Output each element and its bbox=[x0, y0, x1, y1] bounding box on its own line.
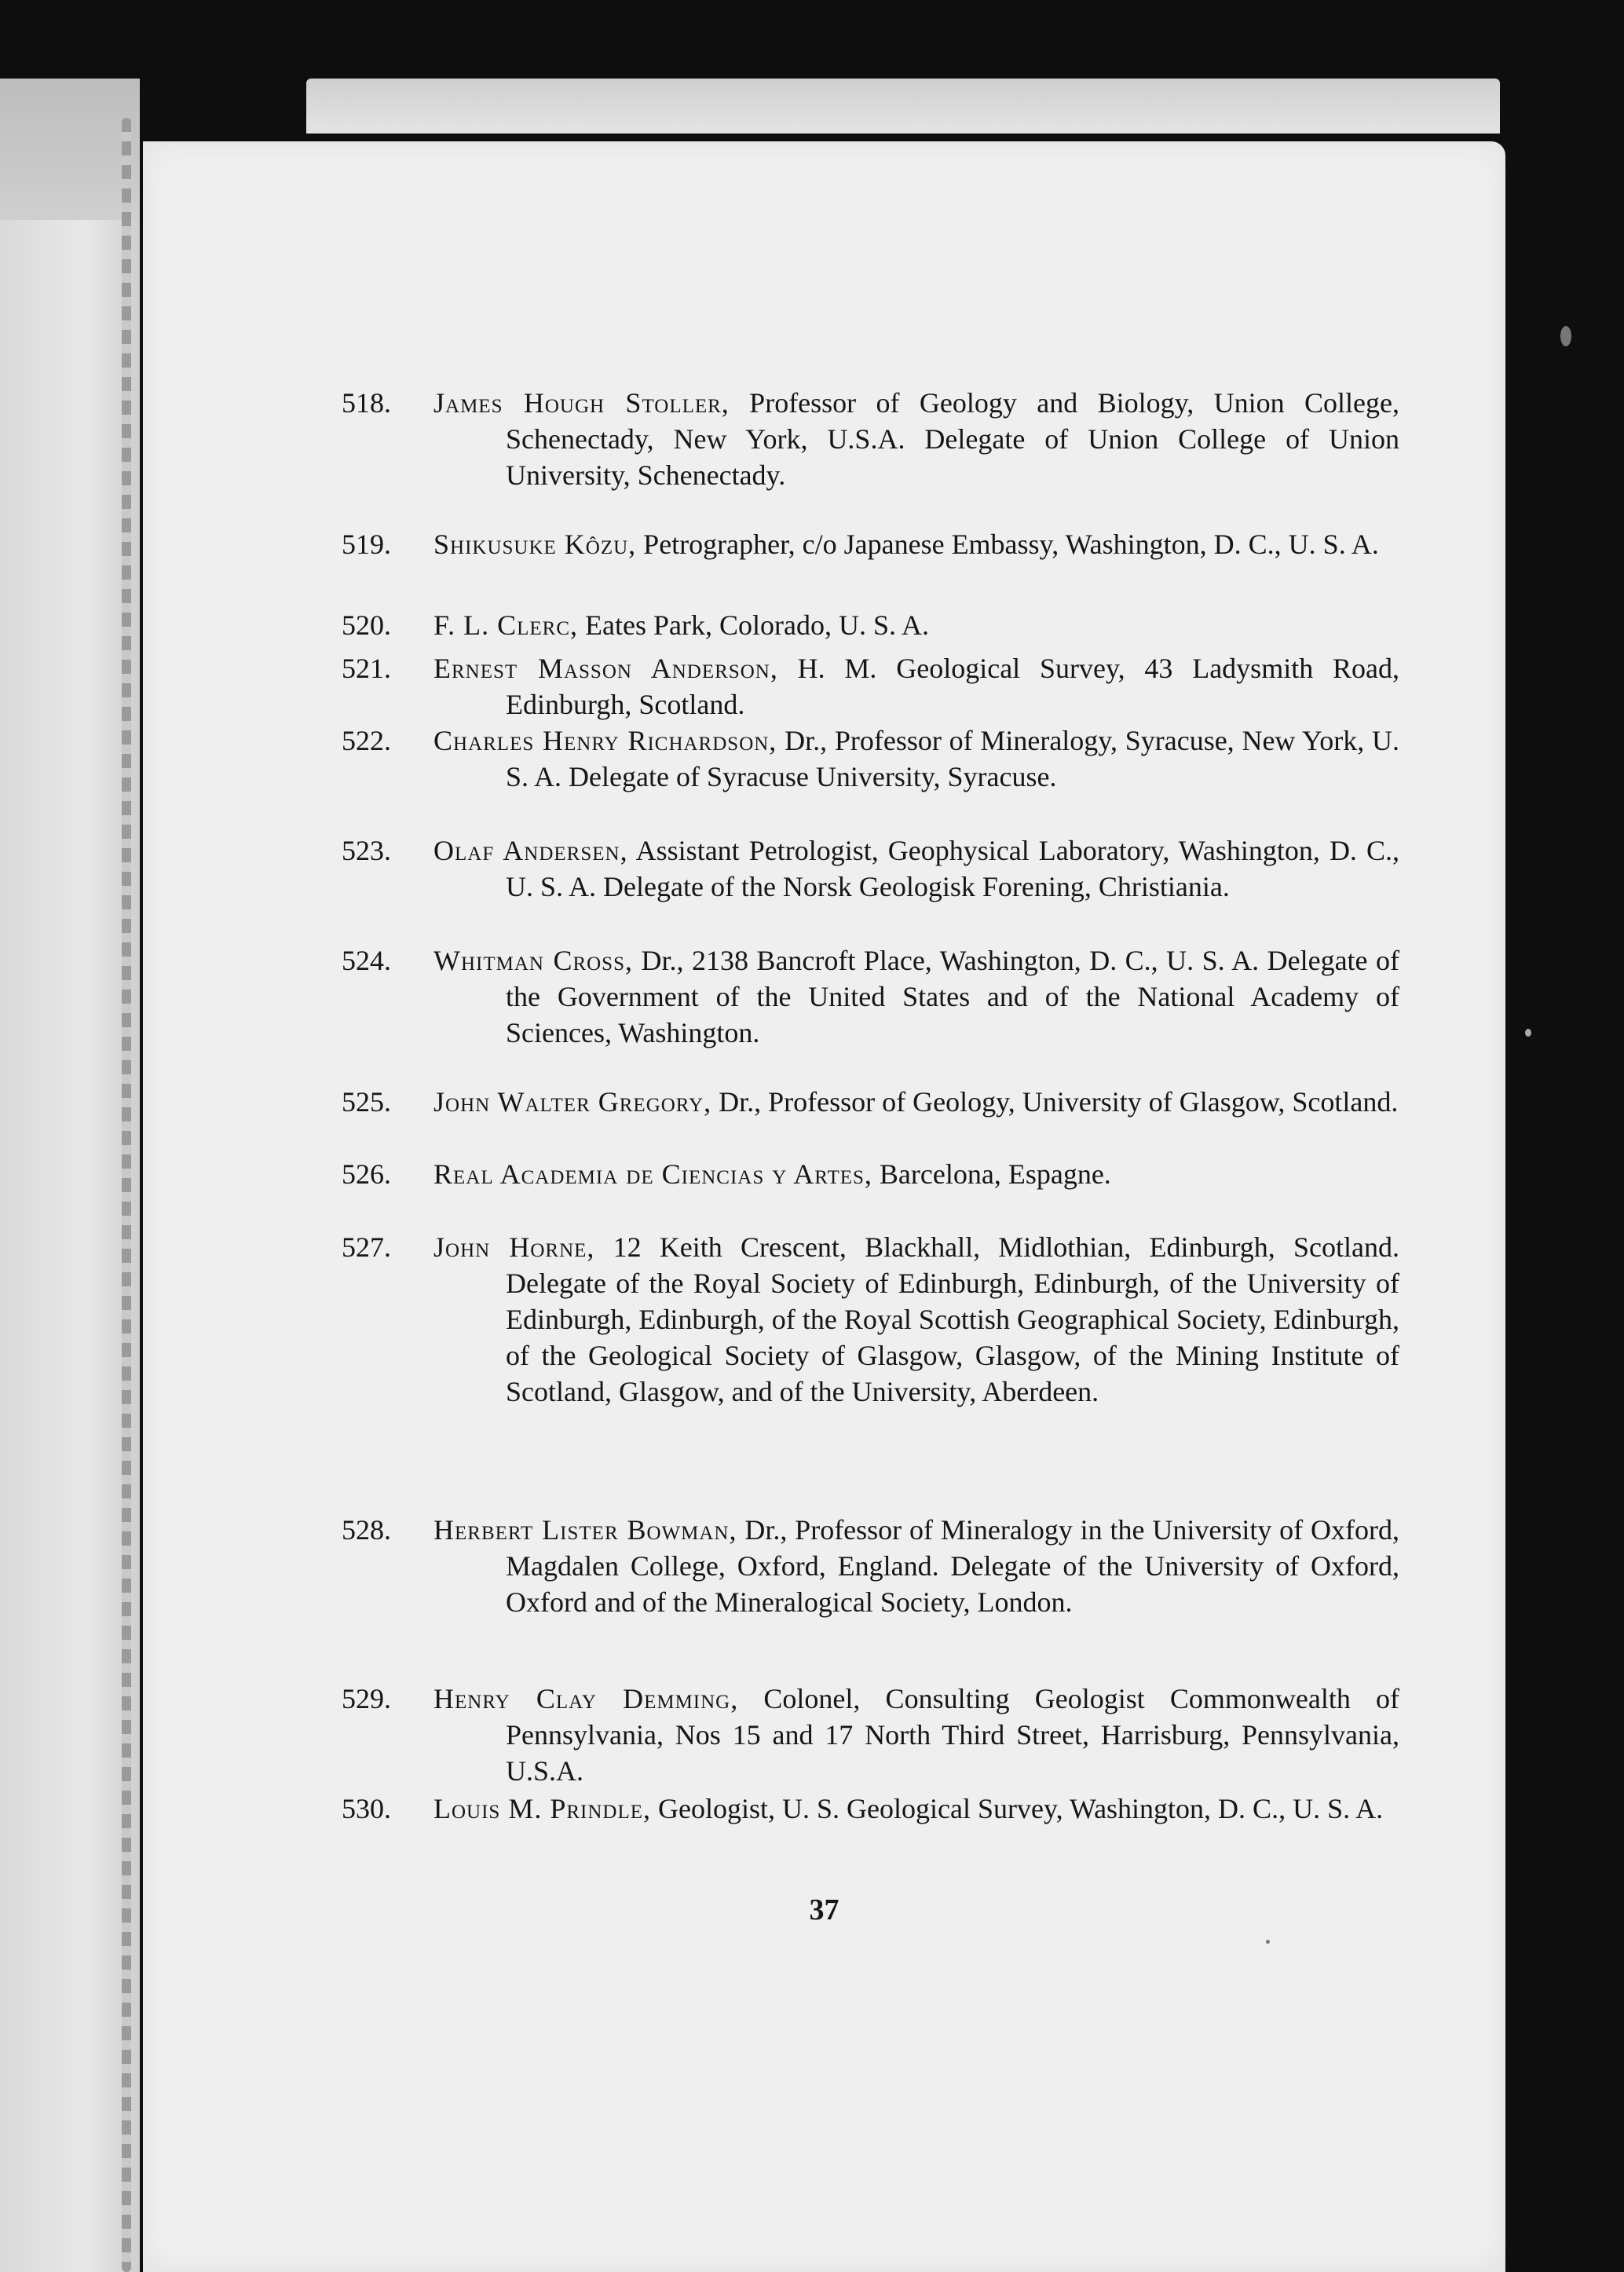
book-page bbox=[143, 141, 1505, 2272]
entry-text bbox=[433, 1681, 1399, 1789]
entry-name: James Hough Stoller, bbox=[433, 387, 730, 419]
entry-details: Dr., 2138 Bancroft Place, Washington, D. C., U. S. A. Delegate of the Government of the United States and of the National Academy of Sciences, Washington. bbox=[506, 945, 1400, 1048]
entry-number: 528. bbox=[342, 1514, 391, 1546]
previous-page-top-edge bbox=[0, 79, 140, 220]
paper-speck bbox=[1525, 1029, 1531, 1037]
entry-text bbox=[433, 526, 1399, 562]
entry-details: Geologist, U. S. Geological Survey, Washington, D. C., U. S. A. bbox=[651, 1793, 1384, 1824]
entry-details: Barcelona, Espagne. bbox=[872, 1158, 1111, 1190]
entry-name: Henry Clay Demming, bbox=[433, 1683, 739, 1714]
entry-name: F. L. Clerc, bbox=[433, 609, 579, 641]
entry-name: Charles Henry Richardson, bbox=[433, 725, 777, 756]
entry-details: Assistant Petrologist, Geophysical Laboratory, Washington, D. C., U. S. A. Delegate of the Norsk Geologisk Forening, Christiania. bbox=[506, 835, 1400, 902]
underlying-page-edges bbox=[306, 79, 1500, 134]
entry-details: Colonel, Consulting Geologist Commonwealth of Pennsylvania, Nos 15 and 17 North Third Street, Harrisburg, Pennsylvania, U.S.A. bbox=[506, 1683, 1399, 1787]
entry-name: Louis M. Prindle, bbox=[433, 1793, 652, 1824]
entry-text bbox=[433, 1084, 1399, 1120]
entry-text bbox=[433, 832, 1399, 905]
entry-text bbox=[433, 942, 1399, 1051]
page-number: 37 bbox=[809, 1893, 839, 1926]
entry-number: 526. bbox=[342, 1158, 391, 1190]
entry-number: 527. bbox=[342, 1231, 391, 1263]
entry-details: Petrographer, c/o Japanese Embassy, Washington, D. C., U. S. A. bbox=[636, 529, 1379, 560]
entry-details: 12 Keith Crescent, Blackhall, Midlothian, Edinburgh, Scotland. Delegate of the Royal Society of Edinburgh, Edinburgh, of the University of Edinburgh, Edinburgh, of the Royal Scottish Geographical Society, Edinburgh, of the Geological Society of Glasgow, Glasgow, of the Mining Institute of Scotland, Glasgow, and of the University, Aberdeen. bbox=[506, 1231, 1399, 1407]
entry-text bbox=[433, 385, 1399, 493]
entry-number: 521. bbox=[342, 653, 391, 684]
entry-name: John Walter Gregory, bbox=[433, 1086, 712, 1118]
entry-details: Dr., Professor of Geology, University of Glasgow, Scotland. bbox=[711, 1086, 1399, 1118]
entry-text bbox=[433, 650, 1399, 723]
entry-number: 520. bbox=[342, 609, 391, 641]
entry-name: Herbert Lister Bowman, bbox=[433, 1514, 737, 1546]
paper-speck bbox=[1560, 326, 1571, 346]
entry-details: H. M. Geological Survey, 43 Ladysmith Road, Edinburgh, Scotland. bbox=[506, 653, 1399, 720]
entry-number: 525. bbox=[342, 1086, 391, 1118]
previous-page-edge bbox=[0, 79, 140, 2272]
entry-text bbox=[433, 1156, 1399, 1192]
entry-number: 523. bbox=[342, 835, 391, 866]
entry-name: Whitman Cross, bbox=[433, 945, 633, 976]
entry-text bbox=[433, 1791, 1399, 1827]
entry-text bbox=[433, 607, 1399, 643]
entry-text bbox=[433, 1512, 1399, 1620]
entry-details: Dr., Professor of Mineralogy, Syracuse, New York, U. S. A. Delegate of Syracuse University, Syracuse. bbox=[506, 725, 1399, 792]
entry-text bbox=[433, 1229, 1399, 1410]
entry-details: Professor of Geology and Biology, Union College, Schenectady, New York, U.S.A. Delegate of Union College of Union University, Schenectady. bbox=[506, 387, 1399, 491]
entry-details: Dr., Professor of Mineralogy in the University of Oxford, Magdalen College, Oxford, England. Delegate of the University of Oxford, Oxford and of the Mineralogical Society, London. bbox=[506, 1514, 1399, 1618]
entry-number: 529. bbox=[342, 1683, 391, 1714]
entry-number: 519. bbox=[342, 529, 391, 560]
entry-number: 530. bbox=[342, 1793, 391, 1824]
entry-name: Real Academia de Ciencias y Artes, bbox=[433, 1158, 872, 1190]
entry-number: 524. bbox=[342, 945, 391, 976]
entry-details: Eates Park, Colorado, U. S. A. bbox=[578, 609, 930, 641]
paper-speck bbox=[1266, 1940, 1270, 1944]
entry-name: Ernest Masson Anderson, bbox=[433, 653, 778, 684]
entry-name: Olaf Andersen, bbox=[433, 835, 628, 866]
entry-text bbox=[433, 723, 1399, 795]
binding-stitching bbox=[122, 118, 131, 2272]
entry-number: 518. bbox=[342, 387, 391, 419]
entry-name: Shikusuke Kôzu, bbox=[433, 529, 637, 560]
entry-name: John Horne, bbox=[433, 1231, 595, 1263]
entry-number: 522. bbox=[342, 725, 391, 756]
